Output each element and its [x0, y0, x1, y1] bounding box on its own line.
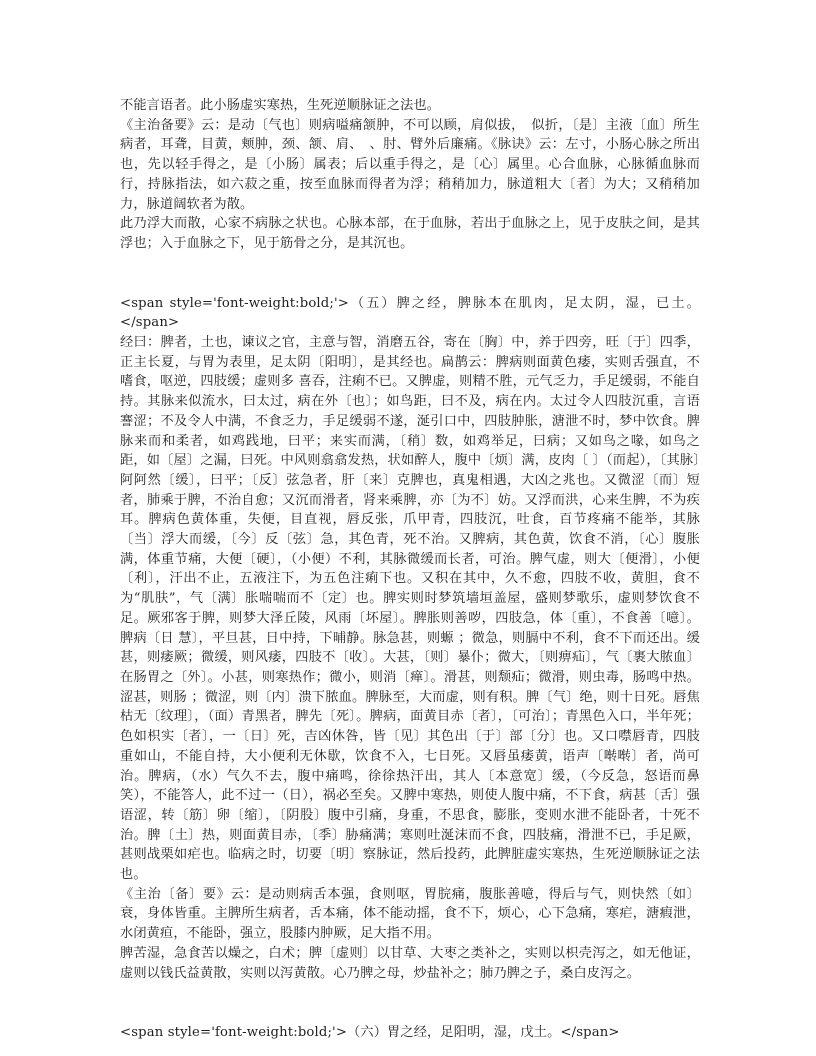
paragraph-zhuzhi-beiyao-spleen: 《主治〔备〕要》云：是动则病舌本强，食则呕，胃脘痛，腹胀善噫，得后与气，则快然〔如〕衰，身体皆重。主脾所生病者，舌本痛，体不能动摇，食不下，烦心，心下急痛，寒疟，溏瘕泄，水闭黄疸，不能卧，强立，股膝内肿厥，足大指不用。 — [120, 886, 700, 942]
paragraph-zhuzhi-beiyao-heart: 《主治备要》云：是动〔气也〕则病嗌痛颔肿，不可以顾，肩似拔， 似折，〔是〕主液〔血〕所生病者，耳聋，目黄，颊肿，颈、颔、肩、 、肘、臂外后廉痛。《脉诀》云：左寸，小肠心脉之所出也，先以轻手得之，是〔小肠〕属表；后以重手得之，是〔心〕属里。心合血脉，心脉循血脉而行，持脉指法，如六菽之重，按至血脉而得者为浮；稍稍加力，脉道粗大〔者〕为大；又稍稍加力，脉道阔软者为散。 — [120, 117, 700, 212]
heading-spleen-meridian: <span style='font-weight:bold;'>（五）脾之经，脾脉本在肌肉，足太阴，湿，已土。</span> — [120, 295, 700, 331]
section-spacer — [120, 254, 700, 294]
paragraph-heart-pulse: 此乃浮大而散，心家不病脉之状也。心脉本部，在于血脉，若出于血脉之上，见于皮肤之间，是其浮也；入于血脉之下，见于筋骨之分，是其沉也。 — [120, 216, 700, 251]
document-page — [120, 96, 700, 1043]
section-spacer — [120, 983, 700, 1023]
paragraph-spleen-classic: 经曰：脾者，土也，谏议之官，主意与智，消磨五谷，寄在〔胸〕中，养于四旁，旺〔于〕四季，正主长夏，与胃为表里，足太阴〔阳明〕，是其经也。扁鹊云：脾病则面黄色痿，实则舌强直，不嗜食，呕逆，四肢缓；虚则多 喜吞，注痢不已。又脾虚，则精不胜，元气乏力，手足缓弱，不能自持。其脉来似流水，曰太过，病在外〔也〕；如鸟距，曰不及，病在内。太过令人四肢沉重，言语謇涩；不及令人中满，不食乏力，手足缓弱不遂，涎引口中，四肢肿胀，溏泄不时，梦中饮食。脾脉来而和柔者，如鸡践地，曰平；来实而满，〔稍〕数，如鸡举足，曰病；又如鸟之喙，如鸟之距，如〔屋〕之漏，曰死。中风则翕翕发热，状如醉人，腹中〔烦〕满，皮肉〔 〕（而起），〔其脉〕阿阿然〔缓〕，曰平；〔反〕弦急者，肝〔来〕克脾也，真鬼相遇，大凶之兆也。又微涩〔而〕短者，肺乘于脾，不治自愈；又沉而滑者，肾来乘脾，亦〔为不〕妨。又浮而洪，心来生脾，不为疾耳。脾病色黄体重，失便，目直视，唇反张，爪甲青，四肢沉，吐食，百节疼痛不能举，其脉〔当〕浮大而缓，〔今〕反〔弦〕急，其色青，死不治。又脾病，其色黄，饮食不消，〔心〕腹胀满，体重节痛，大便〔硬〕，（小便）不利，其脉微缓而长者，可治。脾气虚，则大〔便滑〕，小便〔利〕，汗出不止，五液注下，为五色注痢下也。又积在其中，久不愈，四肢不收，黄胆，食不为“肌肤”，气〔满〕胀喘喘而不〔定〕也。脾实则时梦筑墙垣盖屋，盛则梦歌乐，虚则梦饮食不足。厥邪客于脾，则梦大泽丘陵，风雨〔坏屋〕。脾胀则善哕，四肢急，体〔重〕，不食善〔噫〕。脾病〔日 慧〕，平旦甚，日中持，下晡静。脉急甚，则螈 ；微急，则膈中不利，食不下而还出。缓甚，则痿厥；微缓，则风痿，四肢不〔收〕。大甚，〔则〕暴仆；微大，〔则痹疝〕，气〔裹大脓血〕在肠胃之〔外〕。小甚，则寒热作；微小，则消〔瘅〕。滑甚，则颓疝；微滑，则虫毒，肠鸣中热。涩甚，则肠 ；微涩，则〔内〕溃下脓血。脾脉至，大而虚，则有积。脾〔气〕绝，则十日死。唇焦枯无〔纹理〕，（面）青黑者，脾先〔死〕。脾病，面黄目赤〔者〕，〔可治〕；青黑色入口，半年死；色如枳实〔者〕，一〔日〕死，吉凶休咎，皆〔见〕其色出〔于〕部〔分〕也。又口噤唇青，四肢重如山，不能自持，大小便利无休歇，饮食不入，七日死。又唇虽痿黄，语声〔啭啭〕者，尚可治。脾病，（水）气久不去，腹中痛鸣，徐徐热汗出，其人〔本意宽〕缓，（今反急，怒语而鼻笑），不能答人，此不过一（日），祸必至矣。又脾中寒热，则使人腹中痛，不下食，病甚〔舌〕强语涩，转〔筋〕卵〔缩〕，〔阴股〕腹中引痛，身重，不思食，膨胀，变则水泄不能卧者，十死不治。脾〔土〕热，则面黄目赤，〔季〕胁痛满；寒则吐涎沫而不食，四肢痛，滑泄不已，手足厥，甚则战栗如疟也。临病之时，切要〔明〕察脉证，然后投药，此脾脏虚实寒热，生死逆顺脉证之法也。 — [120, 335, 700, 883]
paragraph-small-intestine-conclusion: 不能言语者。此小肠虚实寒热，生死逆顺脉证之法也。 — [120, 98, 441, 113]
paragraph-spleen-treatment: 脾苦湿，急食苦以燥之，白术；脾〔虚则〕以甘草、大枣之类补之，实则以枳壳泻之，如无他证，虚则以钱氏益黄散，实则以泻黄散。心乃脾之母，炒盐补之；肺乃脾之子，桑白皮泻之。 — [120, 945, 700, 981]
heading-stomach-meridian: <span style='font-weight:bold;'>（六）胃之经，足阳明，湿，戊土。</span> — [120, 1025, 620, 1041]
